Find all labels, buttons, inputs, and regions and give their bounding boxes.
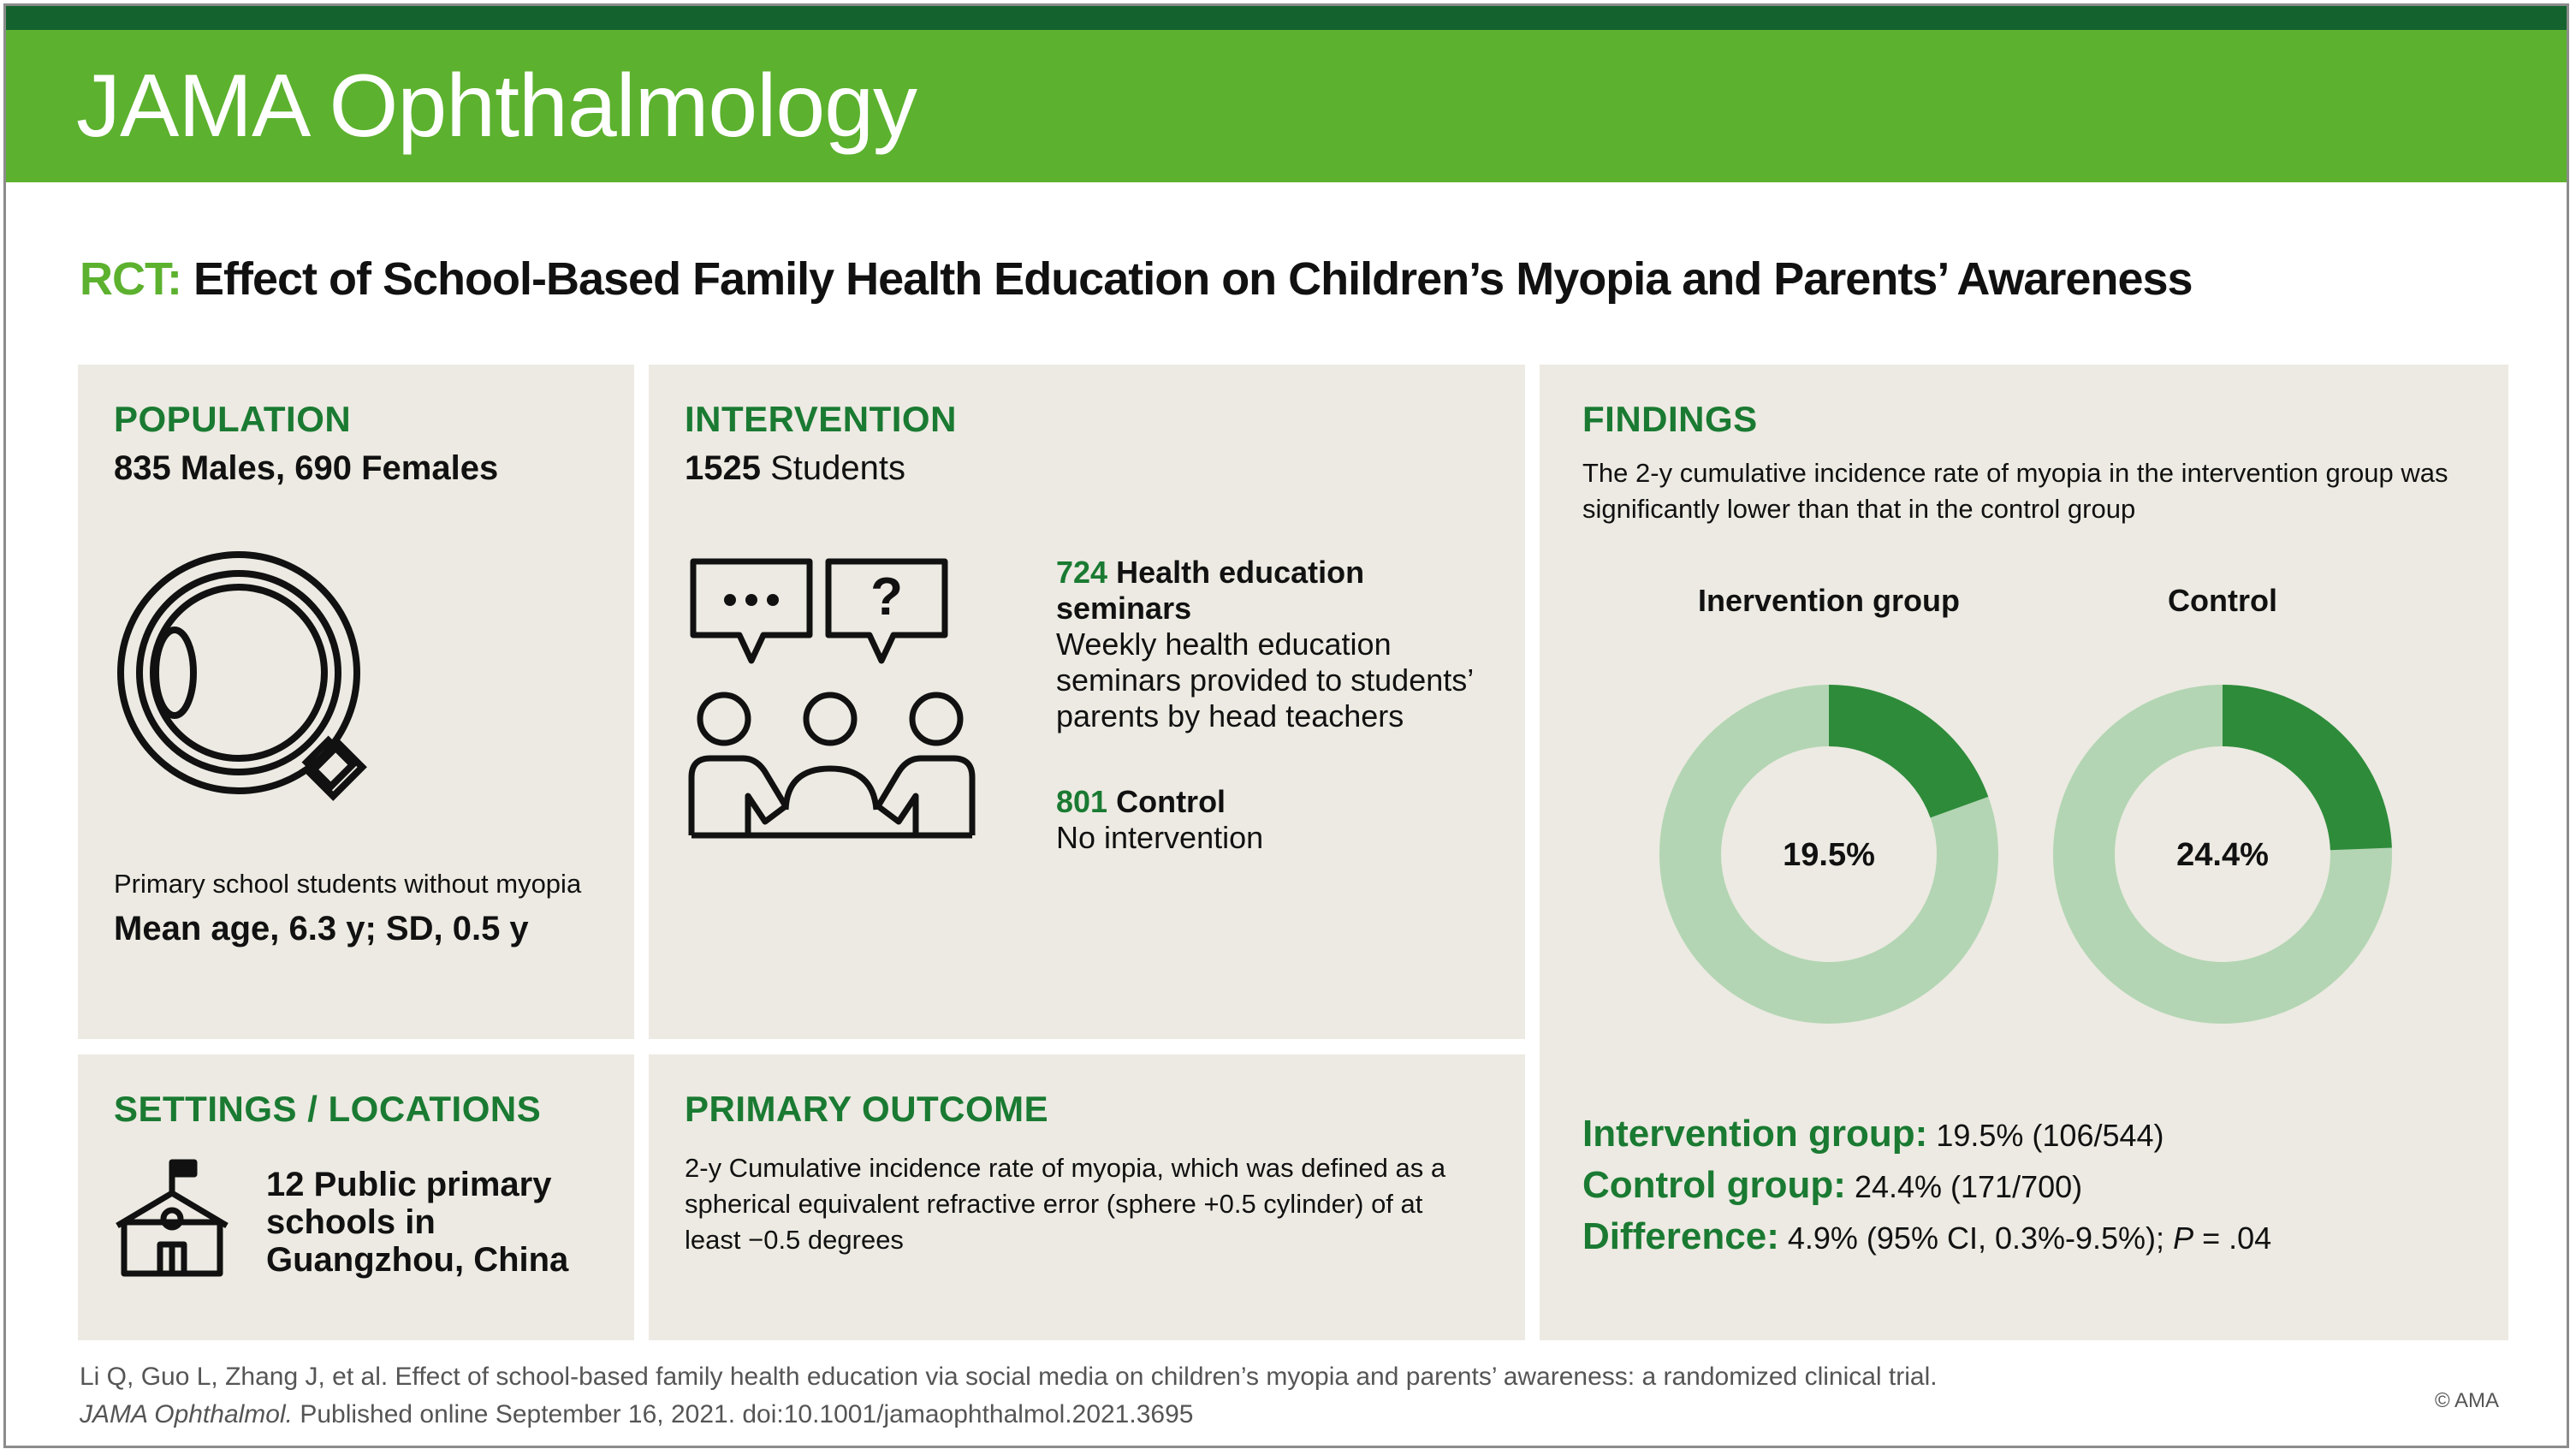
- seminars-description: Weekly health education seminars provided to students’ parents by head teachers: [1056, 627, 1473, 733]
- population-age: Mean age, 6.3 y; SD, 0.5 y: [114, 910, 529, 947]
- school-icon: [112, 1155, 232, 1288]
- outcome-heading: PRIMARY OUTCOME: [685, 1089, 1049, 1129]
- donut-label-1: 24.4%: [2176, 837, 2269, 873]
- population-heading: POPULATION: [114, 399, 352, 439]
- p-value: = .04: [2202, 1220, 2272, 1256]
- donut-slice-1: [2223, 685, 2392, 850]
- control-description: No intervention: [1056, 820, 1264, 855]
- citation-journal: JAMA Ophthalmol.: [80, 1400, 293, 1428]
- intervention-heading: INTERVENTION: [685, 399, 957, 439]
- citation-line2: [80, 1396, 1938, 1434]
- copyright: © AMA: [2435, 1389, 2500, 1412]
- stat-intervention-label: Intervention group:: [1582, 1113, 1928, 1155]
- outcome-text: 2-y Cumulative incidence rate of myopia, which was defined as a spherical equivalent refractive error (sphere +0.5 cylinder) of at least −0.5 degrees: [685, 1153, 1446, 1255]
- population-counts: 835 Males, 690 Females: [114, 449, 499, 487]
- outcome-panel: [649, 1054, 1525, 1340]
- seminars-number: 724: [1056, 555, 1108, 590]
- findings-donut-charts: [1540, 570, 2508, 1049]
- stat-difference: [1582, 1212, 2271, 1263]
- discussion-group-icon: [683, 553, 982, 865]
- eye-icon: [110, 544, 436, 823]
- intervention-students: [685, 450, 905, 486]
- donut-title-1: Control: [2168, 583, 2277, 618]
- intervention-panel: [649, 365, 1525, 1039]
- findings-stats: [1582, 1109, 2271, 1263]
- students-label: Students: [770, 449, 905, 487]
- journal-title: JAMA Ophthalmology: [76, 56, 917, 156]
- stat-control-value: 24.4% (171/700): [1854, 1169, 2083, 1204]
- study-title: Effect of School-Based Family Health Education on Children’s Myopia and Parents’ Awareness: [193, 253, 2193, 305]
- settings-panel: [78, 1054, 634, 1340]
- p-letter: P: [2173, 1220, 2194, 1256]
- journal-header: [6, 30, 2567, 182]
- infographic-frame: [3, 3, 2569, 1448]
- citation: [80, 1358, 1938, 1434]
- page-title: [80, 252, 2193, 306]
- control-number: 801: [1056, 784, 1108, 819]
- findings-heading: FINDINGS: [1582, 399, 1758, 439]
- seminars-block: [1056, 555, 1501, 734]
- study-type: RCT:: [80, 253, 181, 305]
- findings-panel: [1540, 365, 2508, 1340]
- donut-title-0: Inervention group: [1698, 583, 1960, 618]
- bubble-question: ?: [870, 567, 903, 627]
- top-strip: [6, 6, 2567, 30]
- stat-intervention-value: 19.5% (106/544): [1936, 1118, 2164, 1153]
- students-number: 1525: [685, 449, 761, 487]
- citation-line1: Li Q, Guo L, Zhang J, et al. Effect of school-based family health education via social media on children’s myopia and parents’ awareness: a randomized clinical trial.: [80, 1363, 1938, 1391]
- population-description: Primary school students without myopia: [114, 869, 582, 899]
- settings-heading: SETTINGS / LOCATIONS: [114, 1089, 542, 1129]
- stat-control: [1582, 1161, 2271, 1212]
- stat-intervention: [1582, 1109, 2271, 1161]
- settings-text: 12 Public primary schools in Guangzhou, China: [266, 1166, 569, 1279]
- stat-difference-label: Difference:: [1582, 1215, 1779, 1257]
- donut-slice-0: [1829, 685, 1988, 817]
- stat-difference-value: 4.9% (95% CI, 0.3%-9.5%);: [1787, 1220, 2165, 1256]
- citation-details: Published online September 16, 2021. doi:10.1001/jamaophthalmol.2021.3695: [300, 1400, 1194, 1428]
- population-panel: [78, 365, 634, 1039]
- control-label: Control: [1116, 784, 1226, 819]
- stat-control-label: Control group:: [1582, 1164, 1846, 1206]
- findings-summary: The 2-y cumulative incidence rate of myopia in the intervention group was significantly lower than that in the control group: [1582, 458, 2448, 524]
- donut-label-0: 19.5%: [1783, 837, 1875, 873]
- seminars-label: Health education seminars: [1056, 555, 1365, 626]
- control-block: [1056, 784, 1501, 856]
